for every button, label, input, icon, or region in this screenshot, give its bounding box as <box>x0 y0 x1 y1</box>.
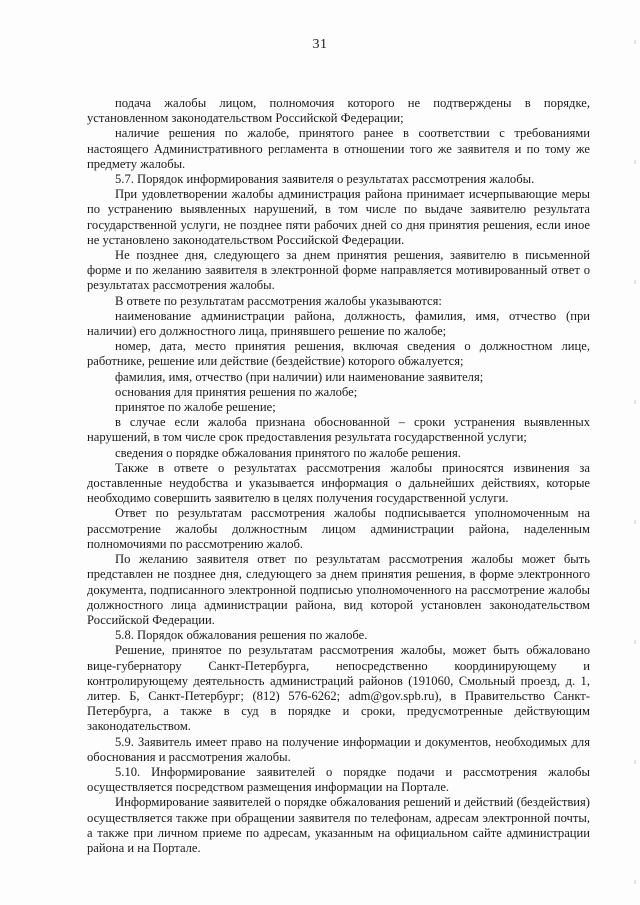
paragraph: Не позднее дня, следующего за днем принятия решения, заявителю в письменной форме и по желанию заявителя в электронной форме направляется мотивированный ответ о результатах рассмотрения жалобы. <box>87 248 590 293</box>
paragraph: При удовлетворении жалобы администрация района принимает исчерпывающие меры по устранению выявленных нарушений, в том числе по выдаче заявителю результата государственной услуги, не позднее пяти рабочих дней со дня принятия решения, если иное не установлено законодательством Российской Федерации. <box>87 187 590 247</box>
paragraph: Информирование заявителей о порядке обжалования решений и действий (бездействия) осуществляется также при обращении заявителя по телефонам, адресам электронной почты, а также при личном приеме по адресам, указанным на официальном сайте администрации района и на Портале. <box>87 795 590 855</box>
list-item: сведения о порядке обжалования принятого по жалобе решения. <box>115 445 461 460</box>
paragraph: По желанию заявителя ответ по результатам рассмотрения жалобы может быть представлен не позднее дня, следующего за днем принятия решения, в форме электронного документа, подписанного электронной подписью уполномоченного на рассмотрение жалобы должностного лица администрации района, вид которой установлен законодательством Российской Федерации. <box>87 552 590 627</box>
list-item: наименование администрации района, должность, фамилия, имя, отчество (при наличии) его должностного лица, принявшего решение по жалобе; <box>87 308 590 339</box>
list-item: принятое по жалобе решение; <box>115 400 276 415</box>
document-body <box>87 96 590 856</box>
scan-edge-artifact <box>634 0 636 905</box>
section-heading: 5.7. Порядок информирования заявителя о результатах рассмотрения жалобы. <box>115 172 535 187</box>
paragraph: Ответ по результатам рассмотрения жалобы подписывается уполномоченным на рассмотрение жалобы должностным лицом администрации района, наделенным полномочиями по рассмотрению жалоб. <box>87 506 590 551</box>
list-item: фамилия, имя, отчество (при наличии) или наименование заявителя; <box>115 369 484 384</box>
paragraph: подача жалобы лицом, полномочия которого не подтверждены в порядке, установленном законодательством Российской Федерации; <box>87 96 590 126</box>
paragraph: В ответе по результатам рассмотрения жалобы указываются: <box>115 293 442 308</box>
paragraph: 5.10. Информирование заявителей о порядке подачи и рассмотрения жалобы осуществляется посредством размещения информации на Портале. <box>87 764 590 795</box>
section-heading: 5.8. Порядок обжалования решения по жалобе. <box>115 628 368 643</box>
paragraph: Решение, принятое по результатам рассмотрения жалобы, может быть обжаловано вице-губернатору Санкт-Петербурга, непосредственно координирующему и контролирующему деятельность администраций районов (191060, Смольный проезд, д. 1, литер. Б, Санкт-Петербург; (812) 576-6262; adm@gov.spb.ru), в Правительство Санкт-Петербурга, а также в суд в порядке и сроки, предусмотренные действующим законодательством. <box>87 643 590 734</box>
paragraph: Также в ответе о результатах рассмотрения жалобы приносятся извинения за доставленные неудобства и указывается информация о дальнейших действиях, которые необходимо совершить заявителю в целях получения государственной услуги. <box>87 460 590 506</box>
page-number: 31 <box>312 37 328 52</box>
list-item: в случае если жалоба признана обоснованной – сроки устранения выявленных нарушений, в том числе срок предоставления результата государственной услуги; <box>87 415 590 445</box>
list-item: номер, дата, место принятия решения, включая сведения о должностном лице, работнике, решение или действие (бездействие) которого обжалуется; <box>87 339 590 369</box>
list-item: основания для принятия решения по жалобе; <box>115 384 358 399</box>
paragraph: 5.9. Заявитель имеет право на получение информации и документов, необходимых для обоснования и рассмотрения жалобы. <box>87 734 590 764</box>
paragraph: наличие решения по жалобе, принятого ранее в соответствии с требованиями настоящего Административного регламента в отношении того же заявителя и по тому же предмету жалобы. <box>87 126 590 171</box>
